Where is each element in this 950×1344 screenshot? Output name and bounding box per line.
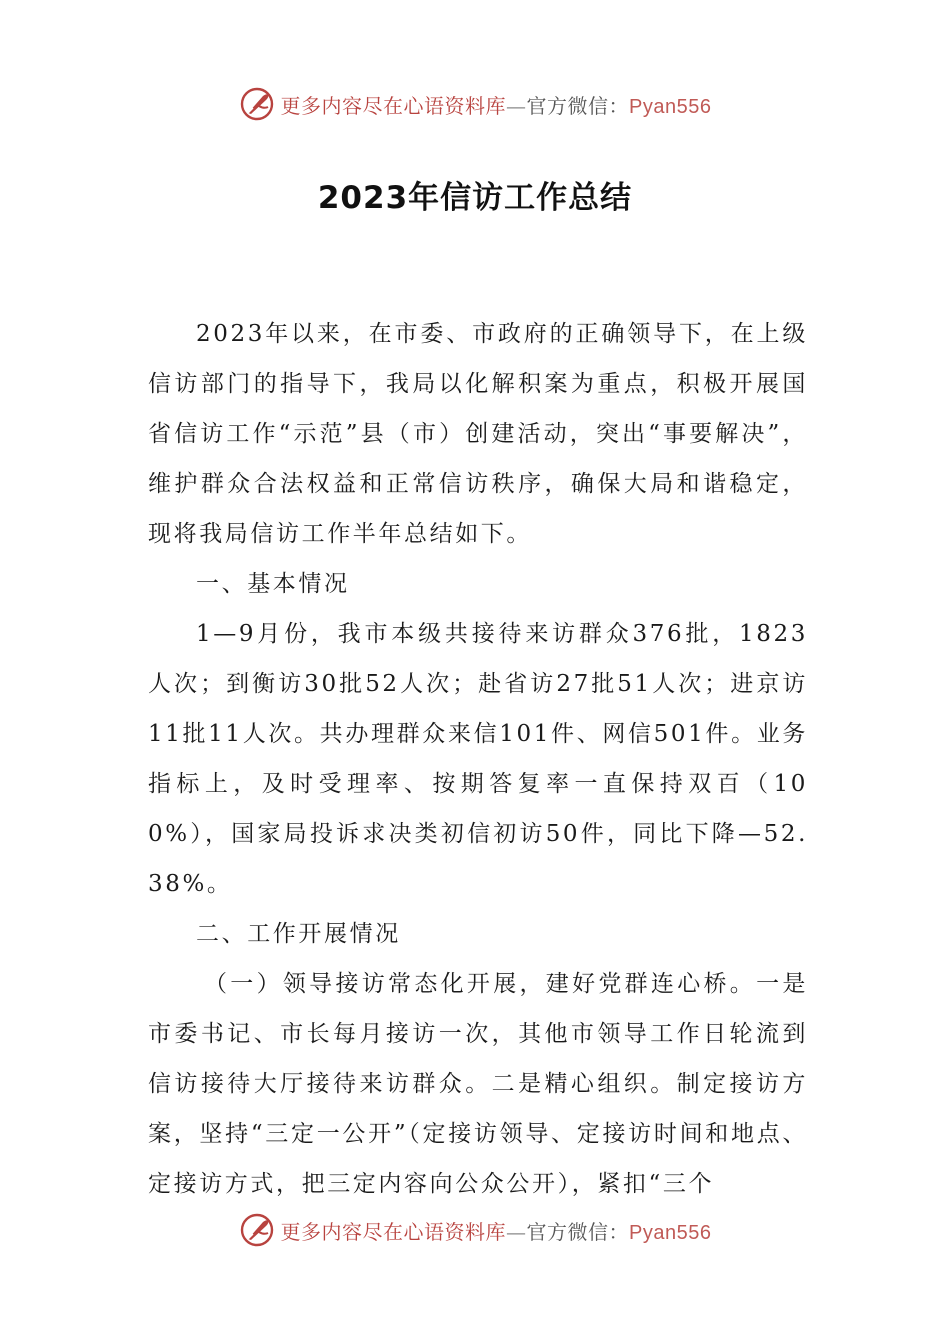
document-title: 2023年信访工作总结 xyxy=(317,180,633,216)
watermark-wechat-label: 官方微信： xyxy=(526,1219,630,1244)
watermark-brand: 更多内容尽在心语资料库 xyxy=(280,1219,507,1244)
watermark-banner-bottom xyxy=(0,1208,950,1252)
watermark-wechat-label: 官方微信： xyxy=(526,93,630,118)
watermark-wechat-id: Pyan556 xyxy=(629,95,712,118)
watermark-text xyxy=(281,1216,712,1245)
section-heading-work: 二、工作开展情况 xyxy=(196,921,401,947)
watermark-wechat-id: Pyan556 xyxy=(629,1221,712,1244)
quill-logo-icon xyxy=(239,86,275,122)
watermark-brand: 更多内容尽在心语资料库 xyxy=(280,93,507,118)
watermark-dash: — xyxy=(506,93,527,118)
quill-logo-icon xyxy=(239,1212,275,1248)
section-heading-basic: 一、基本情况 xyxy=(196,571,350,597)
watermark-text xyxy=(281,90,712,119)
watermark-dash: — xyxy=(506,1219,527,1244)
subsection-leader-visits: （一）领导接访常态化开展，建好党群连心桥。一是市委书记、市长每月接访一次，其他市领导工作日轮流到信访接待大厅接待来访群众。二是精心组织。制定接访方案，坚持“三定一公开”（定接访领导、定接访时间和地点、定接访方式，把三定内容向公众公开），紧扣“三个 xyxy=(148,971,808,1197)
intro-paragraph: 2023年以来，在市委、市政府的正确领导下，在上级信访部门的指导下，我局以化解积案为重点，积极开展国省信访工作“示范”县（市）创建活动，突出“事要解决”，维护群众合法权益和正常信访秩序，确保大局和谐稳定，现将我局信访工作半年总结如下。 xyxy=(148,321,808,547)
document-body xyxy=(148,309,808,1209)
basic-stats-paragraph: 1—9月份，我市本级共接待来访群众376批，1823人次；到衡访30批52人次；赴省访27批51人次；进京访11批11人次。共办理群众来信101件、网信501件。业务指标上，及时受理率、按期答复率一直保持双百（100%），国家局投诉求决类初信初访50件，同比下降—52.38%。 xyxy=(148,621,808,897)
watermark-banner-top xyxy=(0,82,950,126)
